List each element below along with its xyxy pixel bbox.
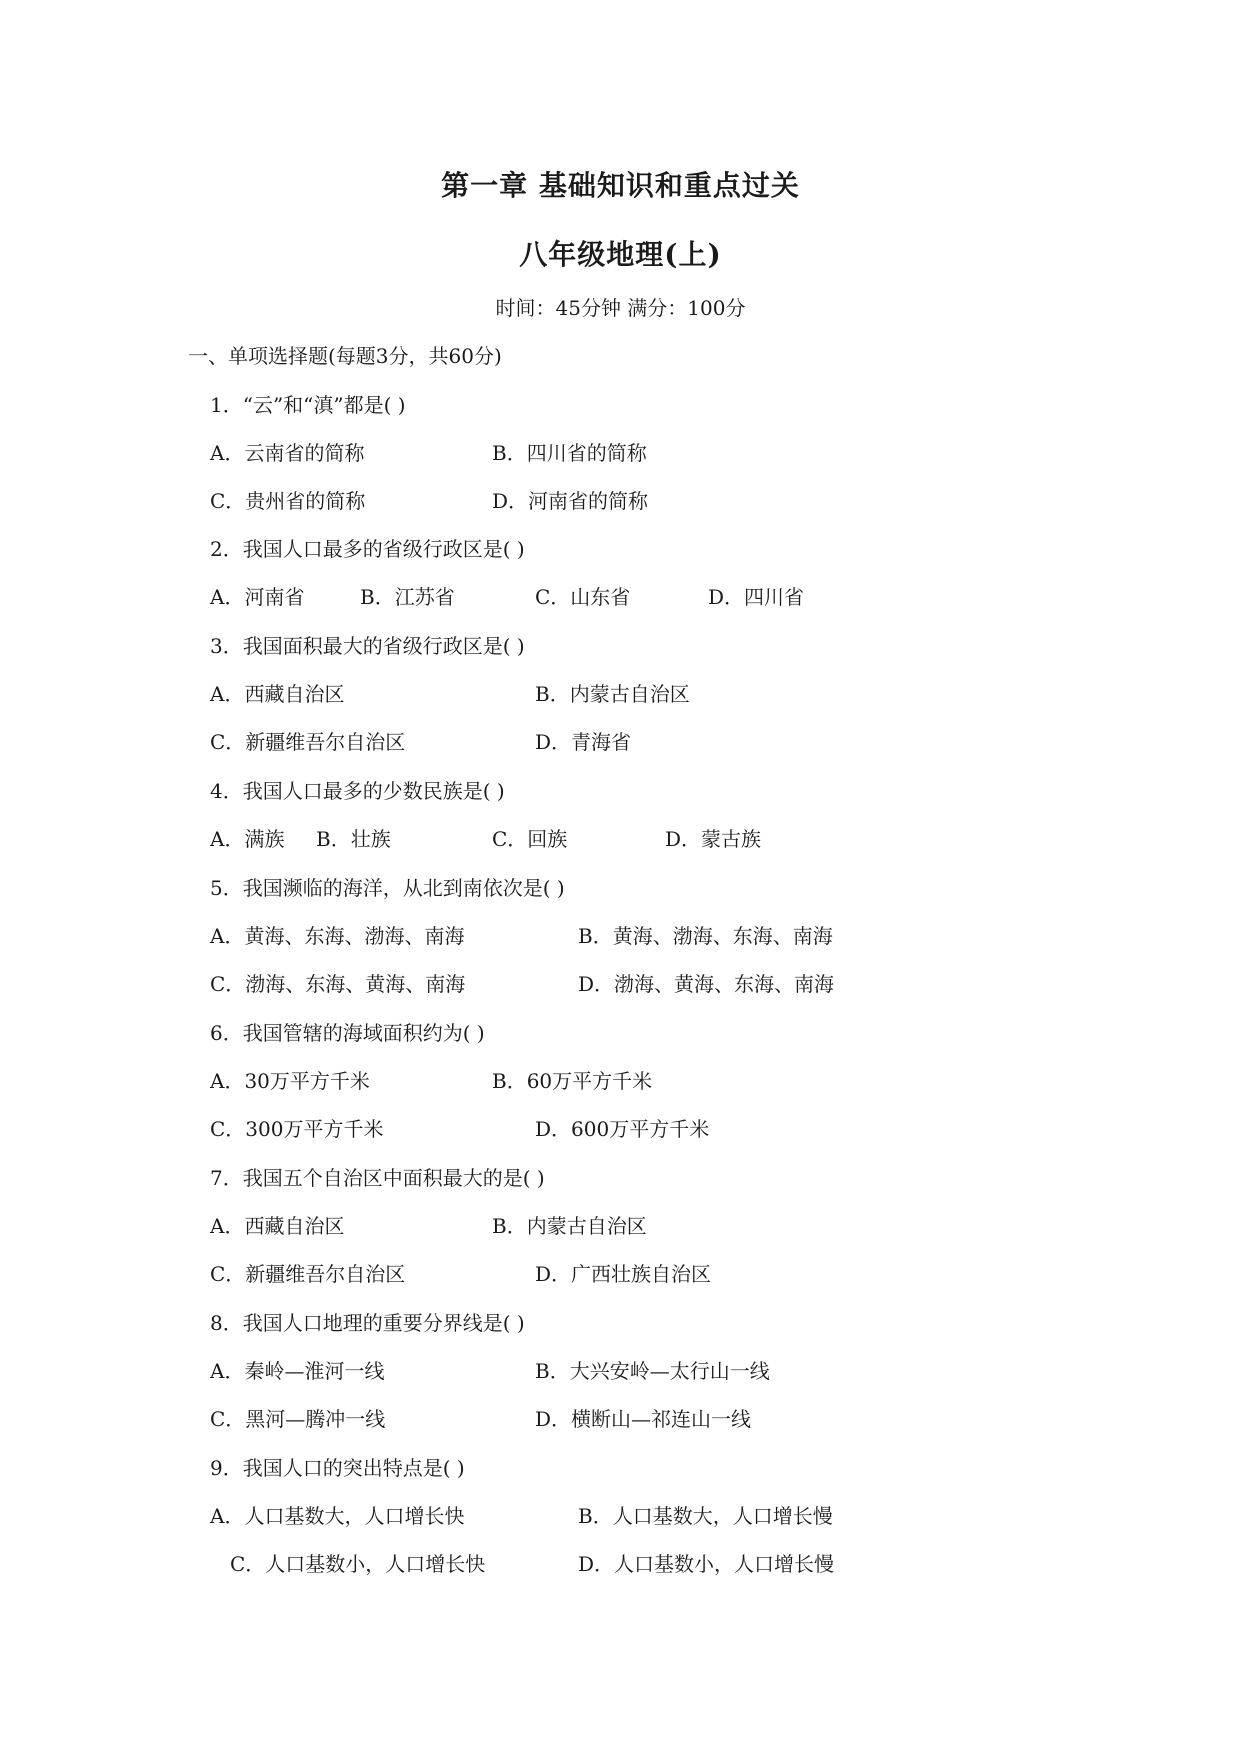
option-b: B．内蒙古自治区 xyxy=(492,1214,647,1238)
option-d: D．河南省的简称 xyxy=(492,489,649,513)
question-stem: 5．我国濒临的海洋，从北到南依次是( ) xyxy=(210,876,565,900)
question-stem: 9．我国人口的突出特点是( ) xyxy=(210,1456,465,1480)
option-b: B．四川省的简称 xyxy=(492,441,647,465)
option-c: C．新疆维吾尔自治区 xyxy=(210,1262,406,1286)
page-title: 第一章 基础知识和重点过关 xyxy=(441,169,800,202)
option-d: D．横断山—祁连山一线 xyxy=(535,1407,752,1431)
option-a: A．西藏自治区 xyxy=(210,682,345,706)
option-a: A．西藏自治区 xyxy=(210,1214,345,1238)
option-a: A．满族 xyxy=(210,827,285,851)
option-a: A．30万平方千米 xyxy=(210,1069,370,1093)
option-c: C．300万平方千米 xyxy=(210,1117,384,1141)
option-a: A．人口基数大，人口增长快 xyxy=(210,1504,465,1528)
option-c: C．人口基数小，人口增长快 xyxy=(230,1552,486,1576)
option-c: C．渤海、东海、黄海、南海 xyxy=(210,972,466,996)
option-a: A．黄海、东海、渤海、南海 xyxy=(210,924,465,948)
option-d: D．渤海、黄海、东海、南海 xyxy=(578,972,835,996)
question-stem: 8．我国人口地理的重要分界线是( ) xyxy=(210,1311,525,1335)
section-heading: 一、单项选择题(每题3分，共60分) xyxy=(188,344,502,368)
question-stem: 2．我国人口最多的省级行政区是( ) xyxy=(210,537,525,561)
option-a: A．秦岭—淮河一线 xyxy=(210,1359,385,1383)
option-d: D．青海省 xyxy=(535,730,632,754)
option-d: D．600万平方千米 xyxy=(535,1117,710,1141)
question-stem: 3．我国面积最大的省级行政区是( ) xyxy=(210,634,525,658)
option-b: B．人口基数大，人口增长慢 xyxy=(578,1504,833,1528)
option-a: A．河南省 xyxy=(210,585,305,609)
option-b: B．壮族 xyxy=(316,827,391,851)
option-d: D．四川省 xyxy=(708,585,805,609)
option-c: C．回族 xyxy=(492,827,568,851)
page-subtitle: 八年级地理(上) xyxy=(519,238,722,271)
option-b: B．江苏省 xyxy=(360,585,455,609)
option-b: B．大兴安岭—太行山一线 xyxy=(535,1359,770,1383)
option-d: D．广西壮族自治区 xyxy=(535,1262,712,1286)
question-stem: 1．“云”和“滇”都是( ) xyxy=(210,393,406,417)
option-d: D．人口基数小，人口增长慢 xyxy=(578,1552,835,1576)
option-c: C．贵州省的简称 xyxy=(210,489,366,513)
option-b: B．60万平方千米 xyxy=(492,1069,653,1093)
option-a: A．云南省的简称 xyxy=(210,441,365,465)
option-d: D．蒙古族 xyxy=(665,827,762,851)
option-c: C．山东省 xyxy=(535,585,631,609)
question-stem: 7．我国五个自治区中面积最大的是( ) xyxy=(210,1166,545,1190)
option-b: B．内蒙古自治区 xyxy=(535,682,690,706)
question-stem: 4．我国人口最多的少数民族是( ) xyxy=(210,779,505,803)
option-c: C．黑河—腾冲一线 xyxy=(210,1407,386,1431)
option-c: C．新疆维吾尔自治区 xyxy=(210,730,406,754)
exam-meta: 时间：45分钟 满分：100分 xyxy=(495,296,746,320)
option-b: B．黄海、渤海、东海、南海 xyxy=(578,924,833,948)
question-stem: 6．我国管辖的海域面积约为( ) xyxy=(210,1021,485,1045)
